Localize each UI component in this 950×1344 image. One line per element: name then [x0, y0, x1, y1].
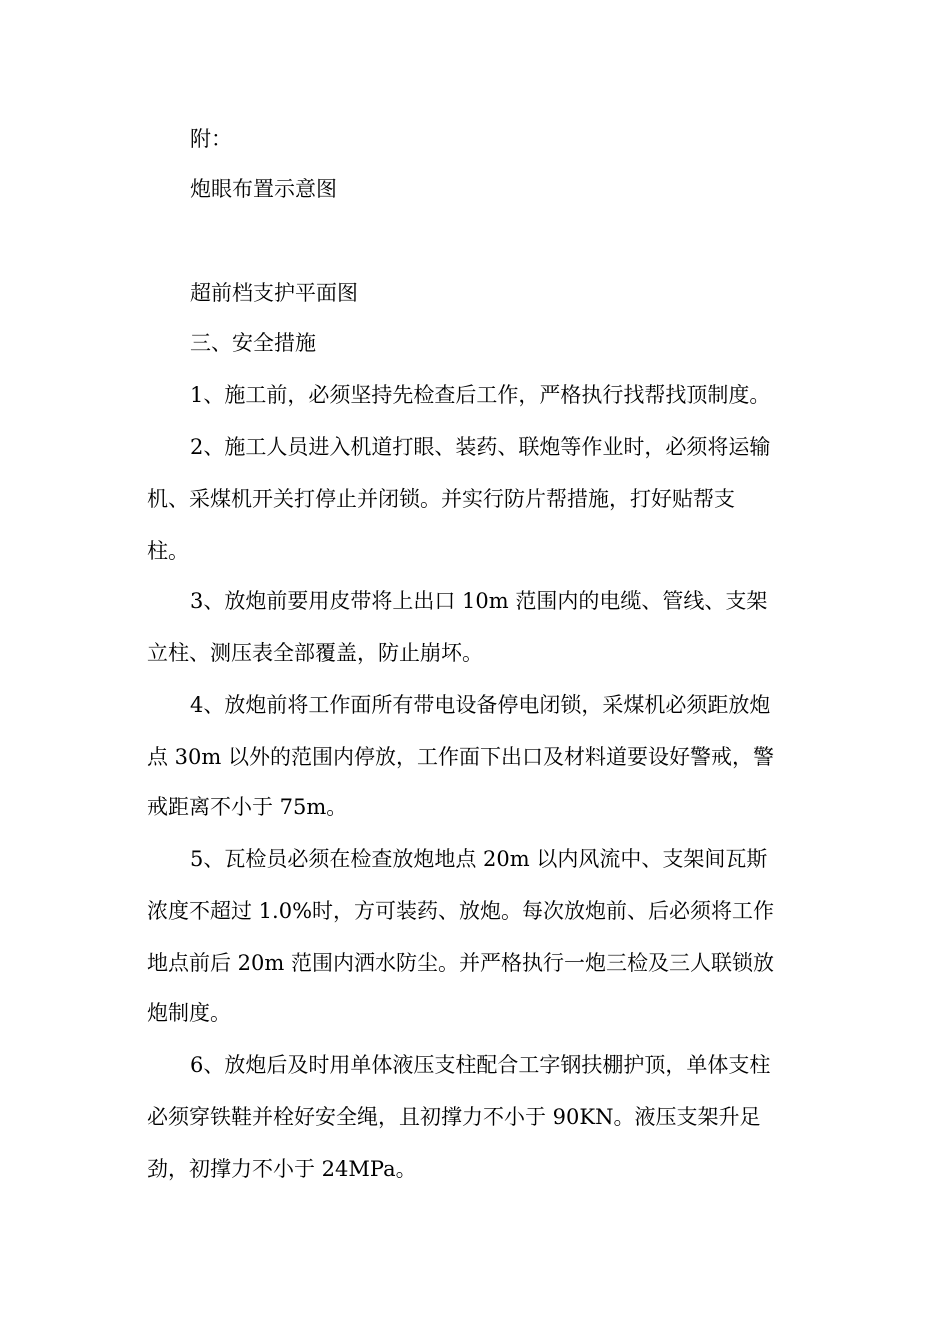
paragraph-3-line: 3、放炮前要用皮带将上出口 10m 范围内的电缆、管线、支架 [190, 589, 768, 613]
paragraph-5-line: 地点前后 20m 范围内洒水防尘。并严格执行一炮三检及三人联锁放 [147, 951, 774, 975]
paragraph-2-line: 2、施工人员进入机道打眼、装药、联炮等作业时，必须将运输 [190, 435, 771, 459]
paragraph-4-line: 点 30m 以外的范围内停放，工作面下出口及材料道要设好警戒，警 [147, 745, 774, 769]
appendix-label: 附： [190, 127, 232, 151]
paragraph-6-line: 劲，初撑力不小于 24MPa。 [147, 1157, 417, 1181]
paragraph-4-line: 戒距离不小于 75m。 [147, 795, 348, 819]
paragraph-1-line: 1、施工前，必须坚持先检查后工作，严格执行找帮找顶制度。 [190, 383, 771, 407]
paragraph-5-line: 5、瓦检员必须在检查放炮地点 20m 以内风流中、支架间瓦斯 [190, 847, 768, 871]
paragraph-4-line: 4、放炮前将工作面所有带电设备停电闭锁，采煤机必须距放炮 [190, 693, 771, 717]
paragraph-2-line: 机、采煤机开关打停止并闭锁。并实行防片帮措施，打好贴帮支 [147, 487, 735, 511]
paragraph-2-line: 柱。 [147, 539, 189, 563]
paragraph-6-line: 6、放炮后及时用单体液压支柱配合工字钢扶棚护顶，单体支柱 [190, 1053, 771, 1077]
paragraph-5-line: 炮制度。 [147, 1001, 231, 1025]
figure-caption-advance-support: 超前档支护平面图 [190, 281, 358, 305]
section-heading-safety-measures: 三、安全措施 [190, 331, 316, 355]
figure-caption-blasthole-layout: 炮眼布置示意图 [190, 177, 337, 201]
paragraph-5-line: 浓度不超过 1.0%时，方可装药、放炮。每次放炮前、后必须将工作 [147, 899, 775, 923]
paragraph-6-line: 必须穿铁鞋并栓好安全绳，且初撑力不小于 90KN。液压支架升足 [147, 1105, 761, 1129]
paragraph-3-line: 立柱、测压表全部覆盖，防止崩坏。 [147, 641, 483, 665]
